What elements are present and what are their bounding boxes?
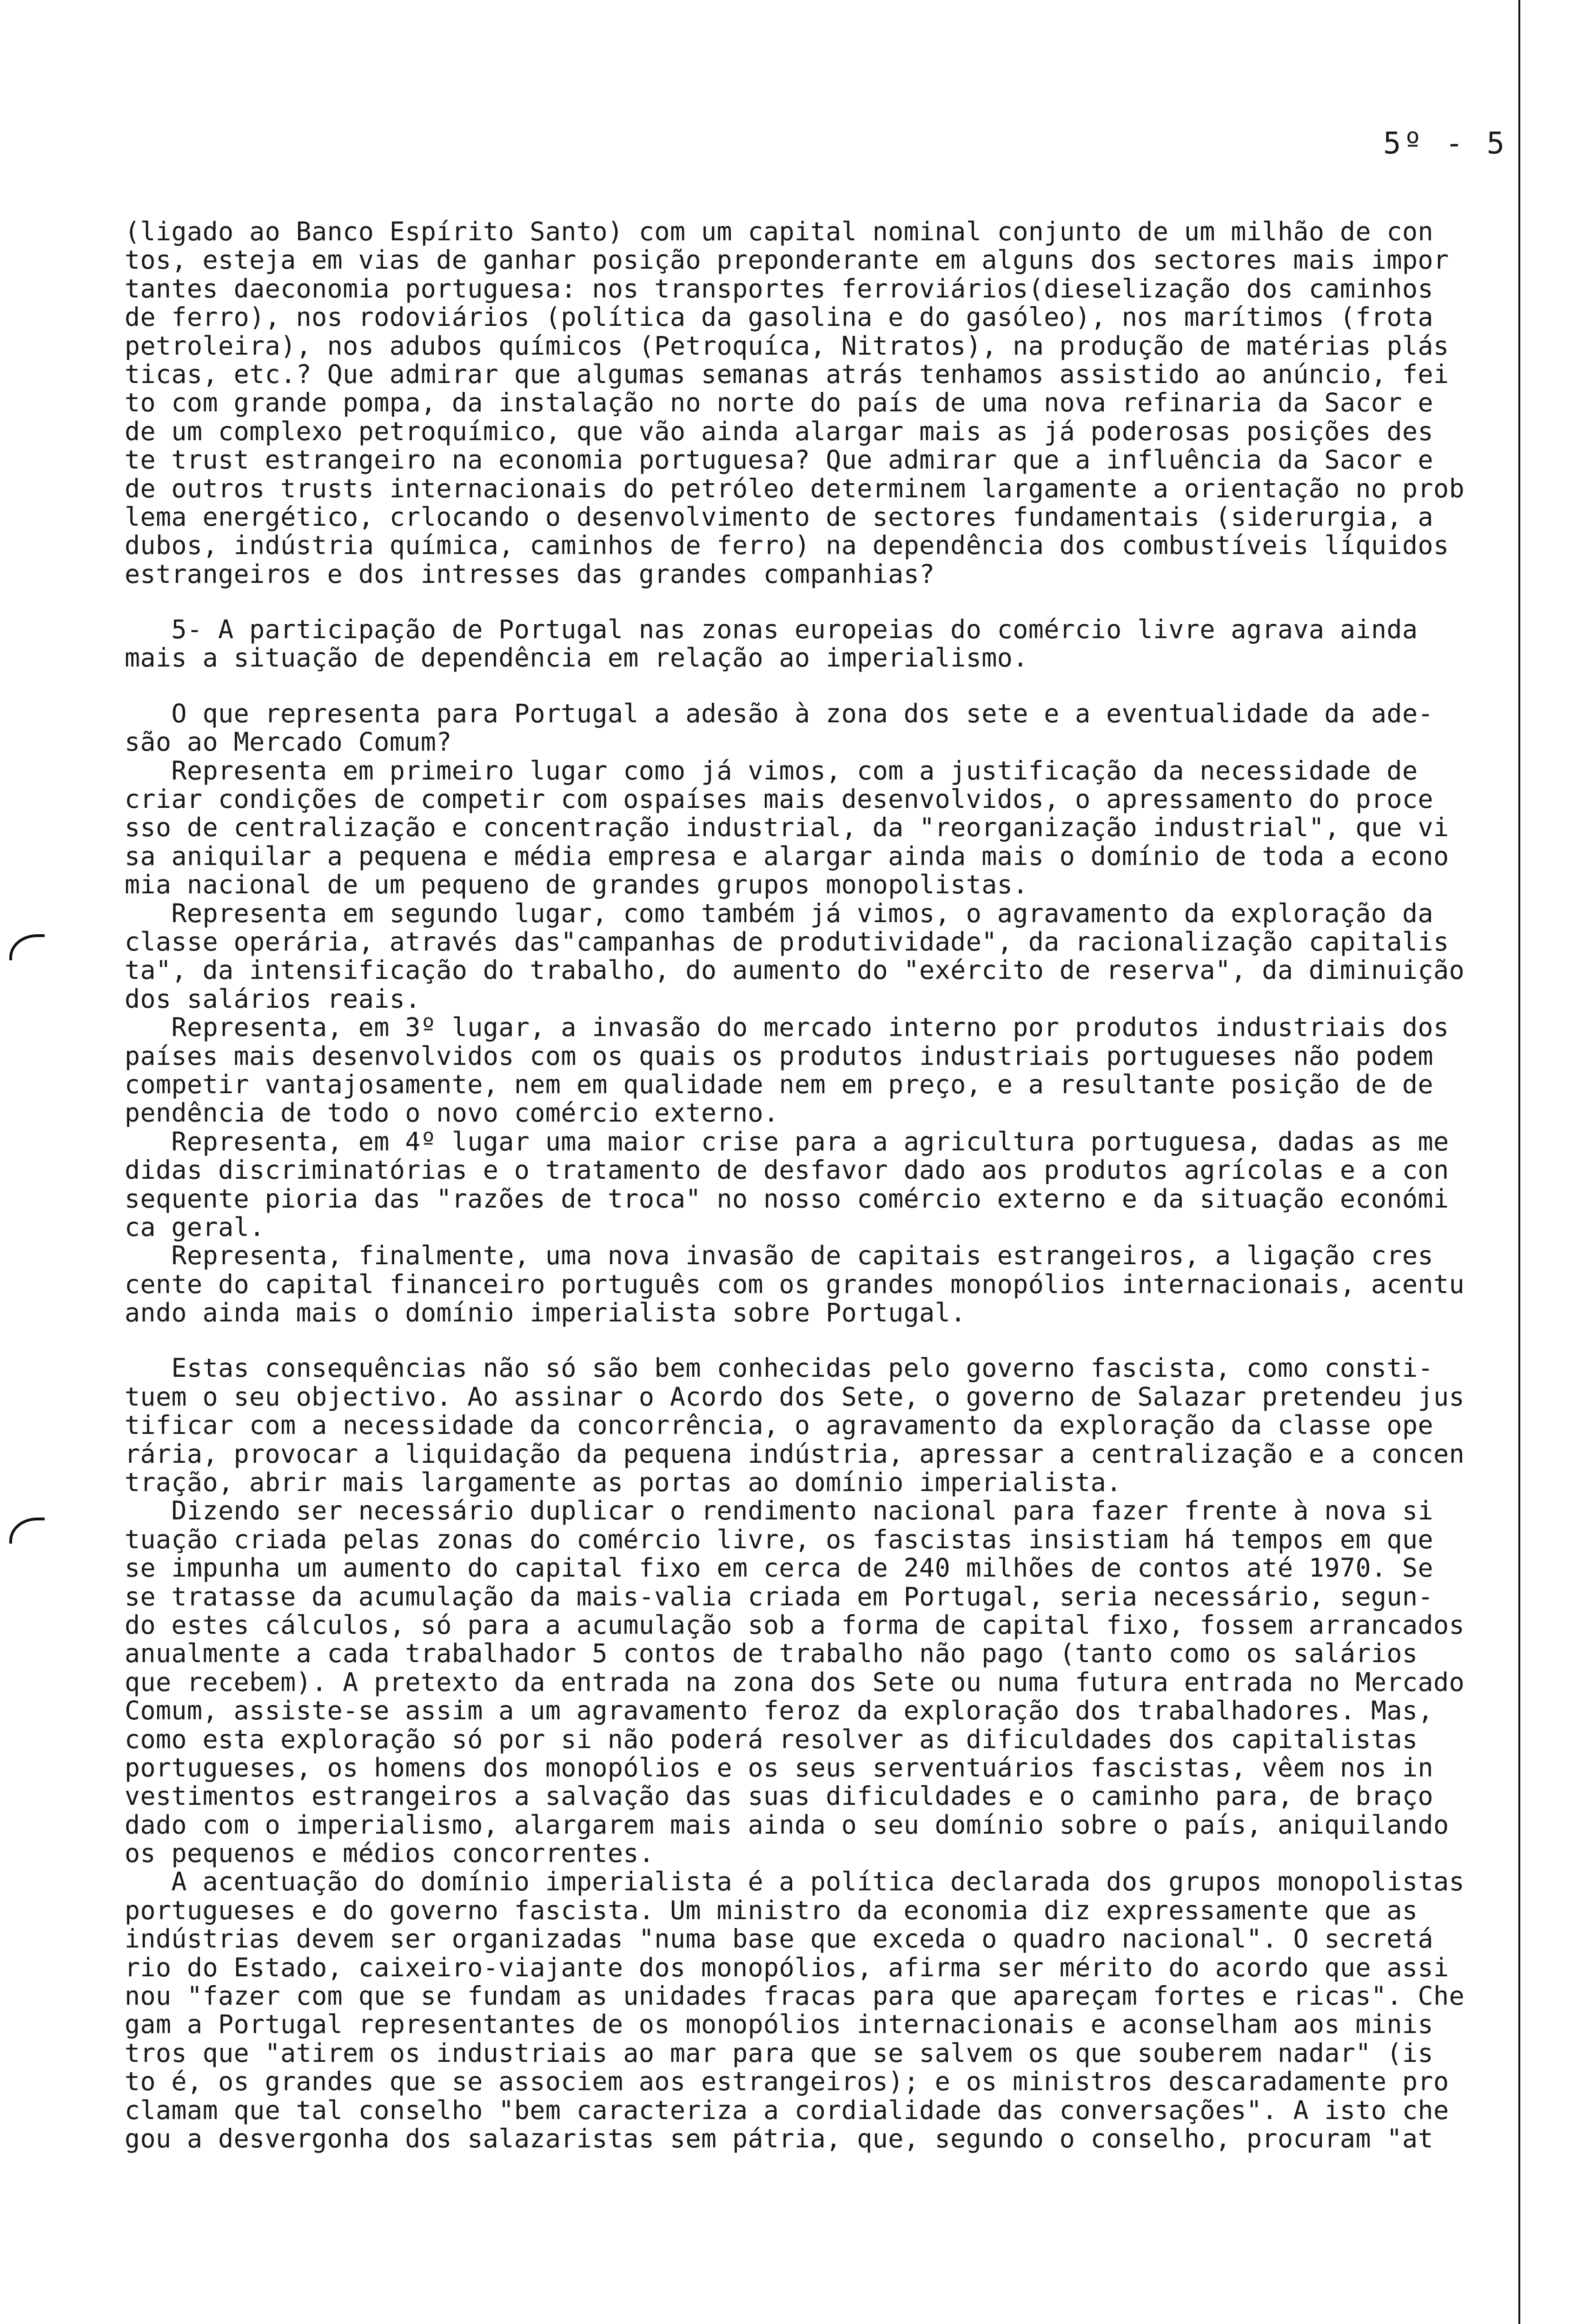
text-line: tos, esteja em vias de ganhar posição preponderante em alguns dos sectores mais impor — [125, 245, 1449, 275]
text-line: que recebem). A pretexto da entrada na zona dos Sete ou numa futura entrada no Mercado — [125, 1667, 1465, 1697]
text-line: ta", da intensificação do trabalho, do aumento do "exército de reserva", da diminuição — [125, 955, 1465, 985]
text-line: criar condições de competir com ospaíses mais desenvolvidos, o apressamento do proce — [125, 784, 1434, 814]
text-line: os pequenos e médios concorrentes. — [125, 1838, 655, 1868]
text-line: de um complexo petroquímico, que vão ainda alargar mais as já poderosas posições des — [125, 416, 1434, 446]
text-line: lema energético, crlocando o desenvolvimento de sectores fundamentais (siderurgia, a — [125, 502, 1434, 532]
text-line: mais a situação de dependência em relação ao imperialismo. — [125, 643, 1028, 673]
text-line: indústrias devem ser organizadas "numa base que exceda o quadro nacional". O secretá — [125, 1924, 1434, 1954]
text-line: mia nacional de um pequeno de grandes grupos monopolistas. — [125, 870, 1028, 900]
text-line: cente do capital financeiro português com os grandes monopólios internacionais, acentu — [125, 1269, 1465, 1299]
punch-hole-mark — [9, 934, 45, 960]
text-line: gou a desvergonha dos salazaristas sem pátria, que, segundo o conselho, procuram "at — [125, 2124, 1434, 2153]
text-line: Representa, em 4º lugar uma maior crise para a agricultura portuguesa, dadas as me — [125, 1126, 1449, 1156]
paragraph — [125, 218, 1519, 588]
text-line: de outros trusts internacionais do petróleo determinem largamente a orientação no prob — [125, 473, 1465, 503]
text-line: 5- A participação de Portugal nas zonas europeias do comércio livre agrava ainda — [125, 614, 1418, 645]
text-line: de ferro), nos rodoviários (política da gasolina e do gasóleo), nos marítimos (frota — [125, 302, 1434, 332]
text-line: pendência de todo o novo comércio externo. — [125, 1098, 779, 1128]
text-line: sso de centralização e concentração industrial, da "reorganização industrial", que vi — [125, 812, 1449, 843]
text-line: gam a Portugal representantes de os monopólios internacionais e aconselham aos minis — [125, 2009, 1434, 2040]
text-line: petroleira), nos adubos químicos (Petroquíca, Nitratos), na produção de matérias plás — [125, 330, 1449, 361]
paragraph — [125, 615, 1519, 673]
text-line: Comum, assiste-se assim a um agravamento feroz da exploração dos trabalhadores. Mas, — [125, 1696, 1434, 1726]
text-line: Representa, finalmente, uma nova invasão de capitais estrangeiros, a ligação cres — [125, 1241, 1434, 1271]
punch-hole-mark — [9, 1518, 45, 1544]
text-line: dado com o imperialismo, alargarem mais ainda o seu domínio sobre o país, aniquilando — [125, 1809, 1449, 1840]
text-line: ando ainda mais o domínio imperialista sobre Portugal. — [125, 1298, 966, 1328]
text-line: vestimentos estrangeiros a salvação das suas dificuldades e o caminho para, de braço — [125, 1781, 1434, 1811]
text-line: dos salários reais. — [125, 984, 421, 1014]
paragraph — [125, 1354, 1519, 2153]
text-line: são ao Mercado Comum? — [125, 727, 452, 757]
text-line: tuação criada pelas zonas do comércio livre, os fascistas insistiam há tempos em que — [125, 1524, 1434, 1554]
text-line: A acentuação do domínio imperialista é a política declarada dos grupos monopolistas — [125, 1867, 1465, 1897]
text-line: rária, provocar a liquidação da pequena indústria, apressar a centralização e a concen — [125, 1439, 1465, 1469]
text-line: Dizendo ser necessário duplicar o rendimento nacional para fazer frente à nova si — [125, 1496, 1434, 1526]
text-line: classe operária, através das"campanhas de produtividade", da racionalização capitalis — [125, 926, 1449, 957]
text-line: to é, os grandes que se associem aos estrangeiros); e os ministros descaradamente pro — [125, 2067, 1449, 2097]
text-line: rio do Estado, caixeiro-viajante dos monopólios, afirma ser mérito do acordo que assi — [125, 1952, 1449, 1982]
text-line: nou "fazer com que se fundam as unidades fracas para que apareçam fortes e ricas". Che — [125, 1981, 1465, 2011]
text-line: competir vantajosamente, nem em qualidade nem em preço, e a resultante posição de de — [125, 1069, 1434, 1099]
text-line: portugueses, os homens dos monopólios e os seus serventuários fascistas, vêem nos in — [125, 1752, 1434, 1783]
text-line: dubos, indústria química, caminhos de ferro) na dependência dos combustíveis líquidos — [125, 530, 1449, 561]
text-line: tificar com a necessidade da concorrência, o agravamento da exploração da classe ope — [125, 1410, 1434, 1440]
text-line: tuem o seu objectivo. Ao assinar o Acordo dos Sete, o governo de Salazar pretendeu jus — [125, 1381, 1465, 1412]
text-line: tros que "atirem os industriais ao mar para que se salvem os que souberem nadar" (is — [125, 2038, 1434, 2068]
text-line: Representa, em 3º lugar, a invasão do mercado interno por produtos industriais dos — [125, 1012, 1449, 1043]
text-line: países mais desenvolvidos com os quais os produtos industriais portugueses não podem — [125, 1041, 1434, 1071]
page-number: 5º - 5 — [1383, 126, 1508, 161]
text-line: anualmente a cada trabalhador 5 contos de trabalho não pago (tanto como os salários — [125, 1638, 1418, 1669]
text-line: te trust estrangeiro na economia portuguesa? Que admirar que a influência da Sacor e — [125, 445, 1434, 475]
text-line: clamam que tal conselho "bem caracteriza a cordialidade das conversações". A isto che — [125, 2095, 1449, 2125]
text-line: sequente pioria das "razões de troca" no nosso comércio externo e da situação económi — [125, 1183, 1449, 1214]
text-line: se impunha um aumento do capital fixo em cerca de 240 milhões de contos até 1970. Se — [125, 1553, 1434, 1583]
text-line: sa aniquilar a pequena e média empresa e alargar ainda mais o domínio de toda a econo — [125, 841, 1449, 871]
text-line: portugueses e do governo fascista. Um ministro da economia diz expressamente que as — [125, 1895, 1418, 1925]
text-line: O que representa para Portugal a adesão à zona dos sete e a eventualidade da ade- — [125, 698, 1434, 728]
text-line: ca geral. — [125, 1212, 265, 1242]
text-line: to com grande pompa, da instalação no norte do país de uma nova refinaria da Sacor e — [125, 388, 1434, 418]
text-line: tração, abrir mais largamente as portas ao domínio imperialista. — [125, 1467, 1122, 1498]
text-line: ticas, etc.? Que admirar que algumas semanas atrás tenhamos assistido ao anúncio, fei — [125, 359, 1449, 389]
text-line: do estes cálculos, só para a acumulação sob a forma de capital fixo, fossem arrancados — [125, 1610, 1465, 1640]
text-line: didas discriminatórias e o tratamento de desfavor dado aos produtos agrícolas e a con — [125, 1155, 1449, 1185]
text-line: se tratasse da acumulação da mais-valia criada em Portugal, seria necessário, segun- — [125, 1581, 1434, 1611]
text-line: como esta exploração só por si não poderá resolver as dificuldades dos capitalistas — [125, 1724, 1418, 1754]
text-line: Representa em primeiro lugar como já vimos, com a justificação da necessidade de — [125, 755, 1418, 786]
text-line: Estas consequências não só são bem conhecidas pelo governo fascista, como consti- — [125, 1353, 1434, 1383]
text-line: estrangeiros e dos intresses das grandes companhias? — [125, 559, 935, 589]
text-line: tantes daeconomia portuguesa: nos transportes ferroviários(dieselização dos caminhos — [125, 273, 1434, 304]
typed-text-body — [125, 218, 1519, 2153]
paragraph — [125, 700, 1519, 1327]
text-line: (ligado ao Banco Espírito Santo) com um capital nominal conjunto de um milhão de con — [125, 217, 1434, 246]
text-line: Representa em segundo lugar, como também já vimos, o agravamento da exploração da — [125, 898, 1434, 928]
